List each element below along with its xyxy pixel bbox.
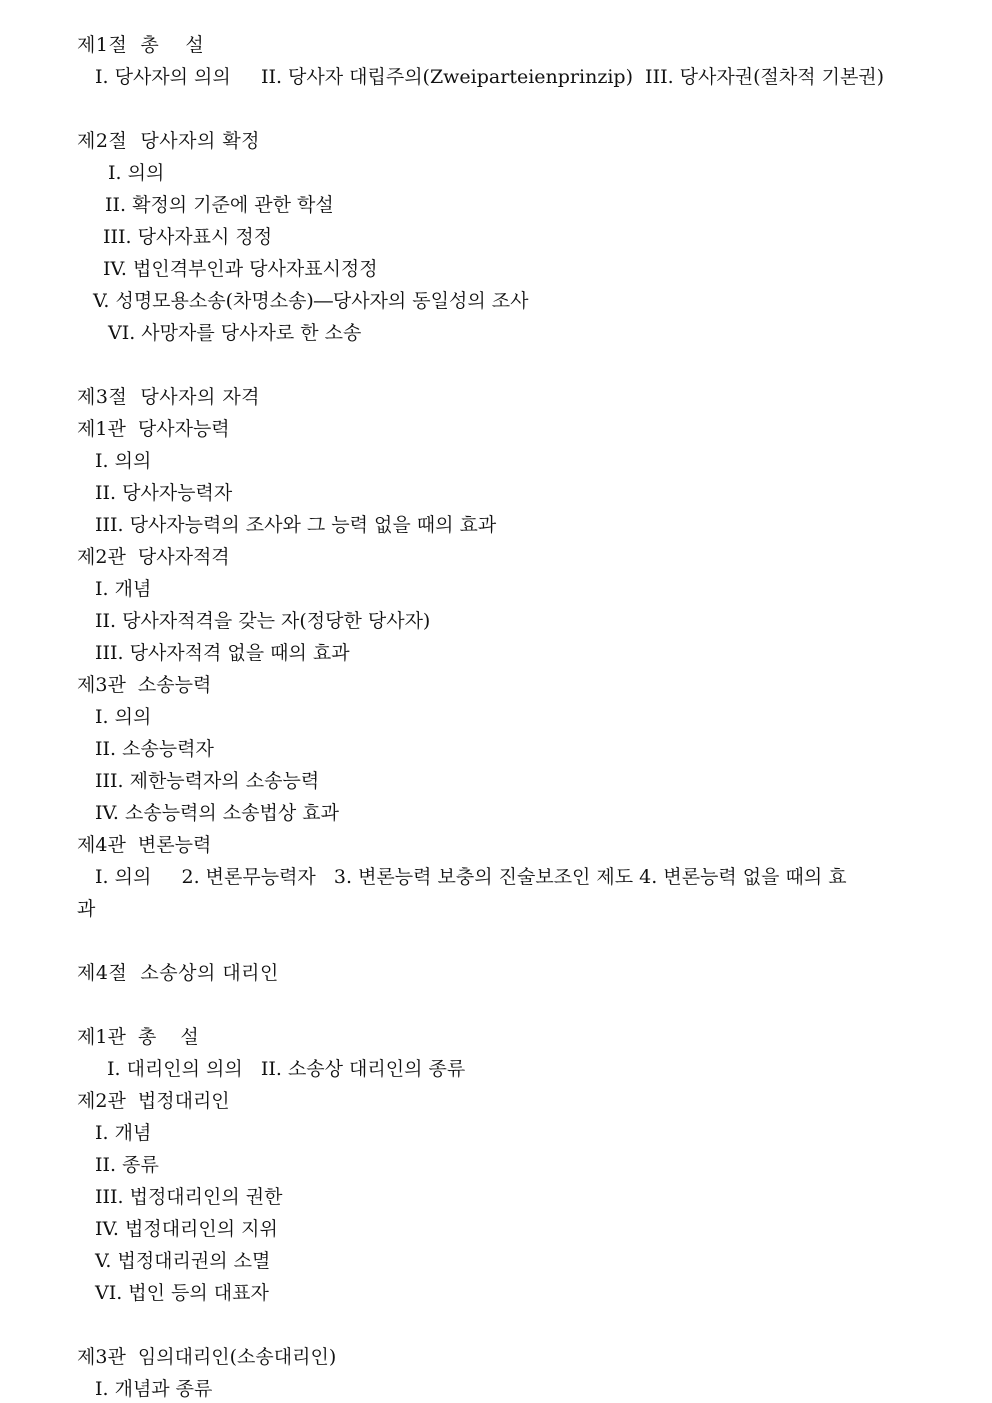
section-2-item-2: II. 확정의 기준에 관한 학설 [105,194,334,216]
subsection-3-4-item-1-wrap: 과 [77,898,96,920]
subsection-3-1-title: 제1관 당사자능력 [77,418,230,440]
section-3-title: 제3절 당사자의 자격 [77,386,261,408]
section-2-item-1: I. 의의 [108,162,165,184]
subsection-4-2-item-5: V. 법정대리권의 소멸 [95,1250,271,1272]
subsection-4-1-title: 제1관 총 설 [77,1026,199,1048]
subsection-4-2-title: 제2관 법정대리인 [77,1090,230,1112]
subsection-4-2-item-4: IV. 법정대리인의 지위 [95,1218,278,1240]
subsection-3-2-title: 제2관 당사자적격 [77,546,230,568]
subsection-4-2-item-1: I. 개념 [95,1122,152,1144]
subsection-3-3-item-2: II. 소송능력자 [95,738,214,760]
subsection-3-4-item-1: I. 의의 2. 변론무능력자 3. 변론능력 보충의 진술보조인 제도 4. 변론능력 없을 때의 효 [95,866,847,888]
section-2-item-5: V. 성명모용소송(차명소송)―당사자의 동일성의 조사 [93,290,529,312]
subsection-3-1-item-3: III. 당사자능력의 조사와 그 능력 없을 때의 효과 [95,514,497,536]
section-2-item-4: IV. 법인격부인과 당사자표시정정 [103,258,378,280]
subsection-3-3-item-3: III. 제한능력자의 소송능력 [95,770,320,792]
subsection-3-3-title: 제3관 소송능력 [77,674,212,696]
subsection-3-3-item-4: IV. 소송능력의 소송법상 효과 [95,802,339,824]
section-2-item-6: VI. 사망자를 당사자로 한 소송 [108,322,362,344]
subsection-4-2-item-6: VI. 법인 등의 대표자 [95,1282,269,1304]
section-4-title: 제4절 소송상의 대리인 [77,962,279,984]
subsection-4-1-item-1: I. 대리인의 의의 II. 소송상 대리인의 종류 [107,1058,466,1080]
section-2-title: 제2절 당사자의 확정 [77,130,261,152]
subsection-4-3-item-1: I. 개념과 종류 [95,1378,213,1400]
subsection-3-1-item-2: II. 당사자능력자 [95,482,233,504]
subsection-3-4-title: 제4관 변론능력 [77,834,212,856]
section-1-title: 제1절 총 설 [77,34,205,56]
subsection-3-2-item-2: II. 당사자적격을 갖는 자(정당한 당사자) [95,610,431,632]
subsection-4-2-item-2: II. 종류 [95,1154,159,1176]
subsection-3-2-item-1: I. 개념 [95,578,152,600]
subsection-3-3-item-1: I. 의의 [95,706,152,728]
section-1-item-1: I. 당사자의 의의 II. 당사자 대립주의(Zweiparteienprinzip) III. 당사자권(절차적 기본권) [95,66,885,88]
subsection-3-1-item-1: I. 의의 [95,450,152,472]
section-2-item-3: III. 당사자표시 정정 [103,226,273,248]
subsection-3-2-item-3: III. 당사자적격 없을 때의 효과 [95,642,350,664]
subsection-4-3-title: 제3관 임의대리인(소송대리인) [77,1346,337,1368]
subsection-4-2-item-3: III. 법정대리인의 권한 [95,1186,283,1208]
